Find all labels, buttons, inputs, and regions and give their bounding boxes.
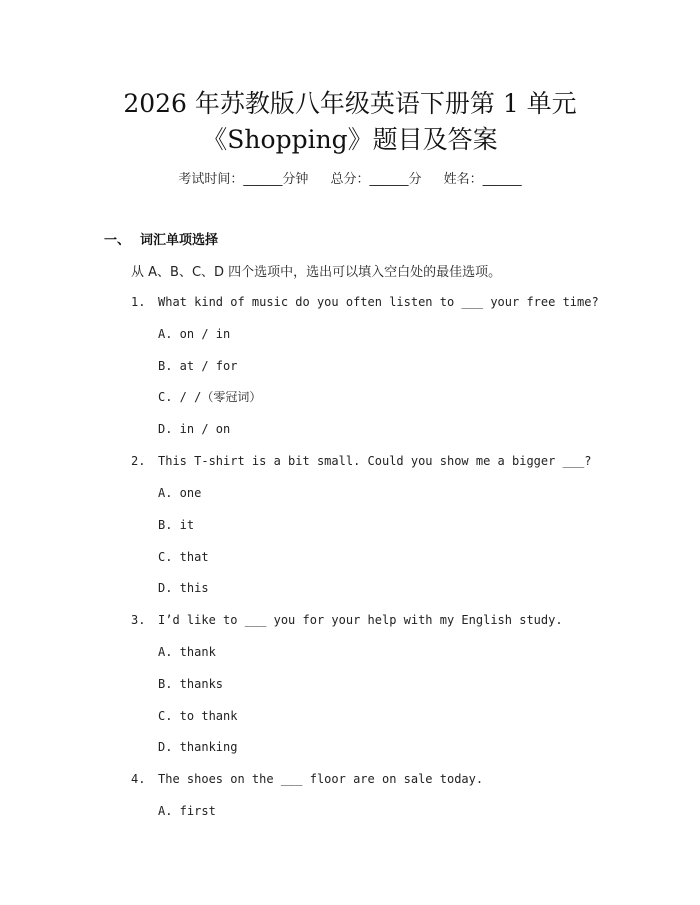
section-heading (104, 229, 218, 248)
question-2-option-d: D. this (158, 581, 209, 595)
total-score-label: 总分： (330, 172, 370, 187)
exam-time-unit: 分钟 (282, 172, 309, 187)
question-text: This T-shirt is a bit small. Could you show me a bigger ___? (158, 454, 592, 468)
question-1-option-b: B. at / for (158, 359, 238, 373)
exam-time-field (178, 172, 308, 187)
question-text: I’d like to ___ you for your help with my English study. (158, 613, 563, 627)
student-name-field (444, 172, 522, 187)
question-1-option-a: A. on / in (158, 327, 231, 341)
question-2-option-a: A. one (158, 486, 202, 500)
student-name-blank: ______ (482, 172, 522, 187)
question-4-option-a: A. first (158, 804, 216, 818)
question-1 (131, 294, 599, 310)
student-name-label: 姓名： (443, 172, 483, 187)
exam-time-label: 考试时间： (178, 172, 244, 187)
exam-time-blank: ______ (243, 172, 283, 187)
exam-info-row (0, 168, 700, 187)
question-3 (131, 612, 563, 628)
question-1-option-c: C. / /（零冠词） (158, 390, 262, 404)
question-2-option-b: B. it (158, 518, 195, 532)
section-instruction: 从 A、B、C、D 四个选项中，选出可以填入空白处的最佳选项。 (131, 265, 502, 280)
total-score-blank: ______ (369, 172, 409, 187)
question-number: 3. (131, 613, 146, 627)
question-number: 2. (131, 454, 146, 468)
question-3-option-c: C. to thank (158, 709, 238, 723)
question-1-option-d: D. in / on (158, 422, 231, 436)
question-3-option-d: D. thanking (158, 740, 238, 754)
section-title: 词汇单项选择 (140, 233, 219, 248)
question-2-option-c: C. that (158, 550, 209, 564)
question-number: 1. (131, 295, 146, 309)
total-score-unit: 分 (408, 172, 422, 187)
question-text: What kind of music do you often listen to ___ your free time? (158, 295, 599, 309)
document-title-line-1: 2026 年苏教版八年级英语下册第 1 单元 (123, 89, 577, 118)
total-score-field (330, 172, 421, 187)
question-2 (131, 453, 592, 469)
question-number: 4. (131, 772, 146, 786)
document-title-line-2: 《Shopping》题目及答案 (202, 125, 498, 154)
question-text: The shoes on the ___ floor are on sale today. (158, 772, 484, 786)
question-4 (131, 771, 484, 787)
question-3-option-b: B. thanks (158, 677, 224, 691)
section-number: 一、 (104, 233, 131, 248)
question-3-option-a: A. thank (158, 645, 216, 659)
